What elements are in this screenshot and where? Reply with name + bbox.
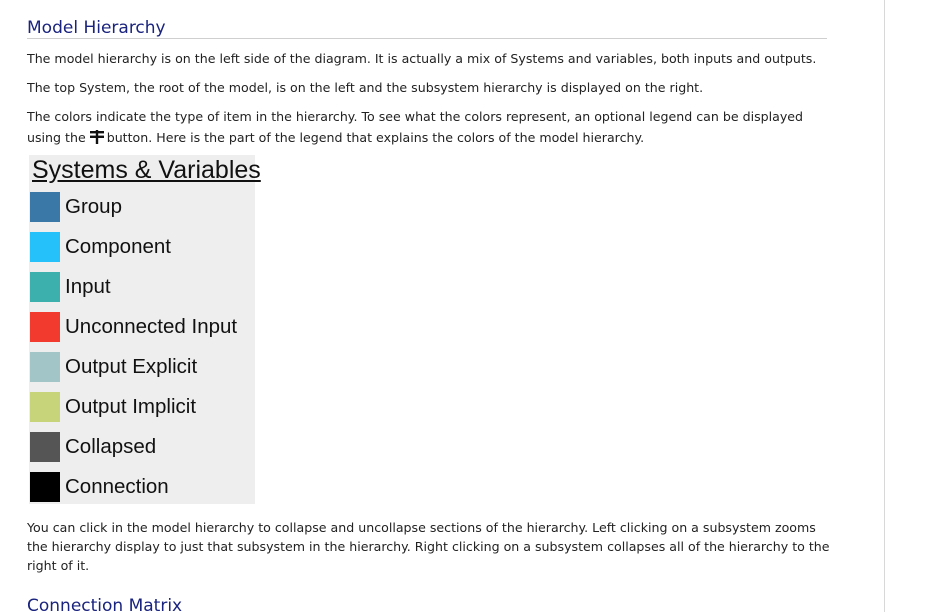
legend-item-label: Unconnected Input xyxy=(65,314,238,338)
page-divider xyxy=(884,0,885,612)
paragraph-colors-text-b: button. Here is the part of the legend that explains the colors of the model hierarchy. xyxy=(106,130,645,145)
paragraph-colors xyxy=(27,106,832,150)
legend-item-label: Collapsed xyxy=(65,434,157,458)
legend-item-output-implicit xyxy=(30,391,196,422)
legend-item-unconnected-input xyxy=(30,311,237,342)
legend-item-label: Output Explicit xyxy=(65,354,198,378)
collapsed-swatch xyxy=(30,432,60,462)
legend-item-output-explicit xyxy=(30,351,197,382)
legend-item-label: Component xyxy=(65,234,171,258)
legend-item-group xyxy=(30,191,122,222)
legend-panel xyxy=(29,155,261,504)
paragraph-interaction: You can click in the model hierarchy to collapse and uncollapse sections of the hierarchy. Left clicking on a subsystem zooms the hierarchy display to just that subsystem in the hierarchy. Right clicking on a subsystem collapses all of the hierarchy to the right of it. xyxy=(27,520,830,574)
legend-toggle-icon[interactable] xyxy=(90,129,104,150)
output-explicit-swatch xyxy=(30,352,60,382)
paragraph-colors-text-a: The colors indicate the type of item in the hierarchy. To see what the colors represent, an optional legend can be displayed using the xyxy=(27,109,804,145)
input-swatch xyxy=(30,272,60,302)
section-title: Model Hierarchy xyxy=(27,18,827,39)
paragraph-root: The top System, the root of the model, is on the left and the subsystem hierarchy is displayed on the right. xyxy=(27,80,704,95)
legend-item-label: Input xyxy=(65,274,111,298)
legend-item-input xyxy=(30,271,111,302)
output-implicit-swatch xyxy=(30,392,60,422)
legend-item-label: Connection xyxy=(65,474,169,498)
legend-title: Systems & Variables xyxy=(32,156,261,184)
group-swatch xyxy=(30,192,60,222)
legend-item-component xyxy=(30,231,171,262)
legend-item-label: Group xyxy=(65,194,122,218)
component-swatch xyxy=(30,232,60,262)
legend-item-collapsed xyxy=(30,431,156,462)
legend-item-label: Output Implicit xyxy=(65,394,197,418)
unconnected-input-swatch xyxy=(30,312,60,342)
connection-swatch xyxy=(30,472,60,502)
next-section-title: Connection Matrix xyxy=(27,596,183,612)
paragraph-intro: The model hierarchy is on the left side of the diagram. It is actually a mix of Systems and variables, both inputs and outputs. xyxy=(27,51,817,66)
legend-item-connection xyxy=(30,471,169,502)
